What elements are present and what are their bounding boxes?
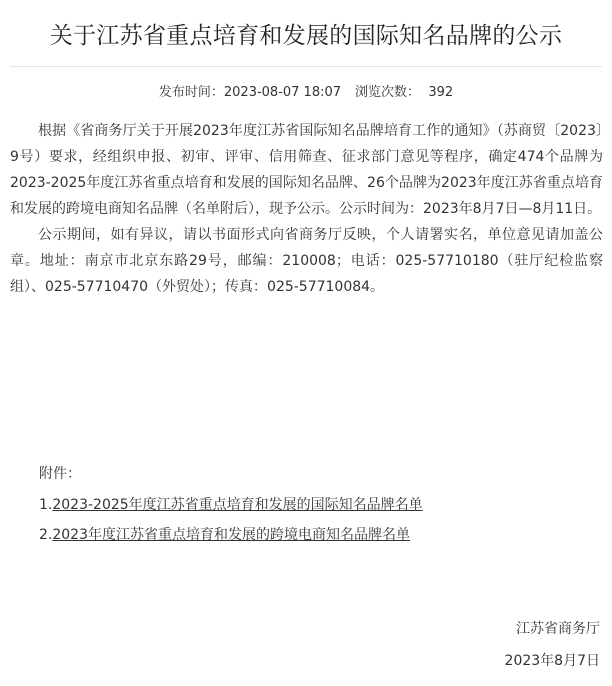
attachment-index: 2.	[39, 527, 53, 543]
attachment-item	[39, 522, 410, 548]
article-body	[10, 118, 603, 300]
publish-label: 发布时间：	[158, 85, 224, 100]
paragraph-announcement: 根据《省商务厅关于开展2023年度江苏省国际知名品牌培育工作的通知》（苏商贸〔2023〕9号）要求，经组织申报、初审、评审、信用筛查、征求部门意见等程序，确定474个品牌为2023-2025年度江苏省重点培育和发展的国际知名品牌、26个品牌为2023年度江苏省重点培育和发展的跨境电商知名品牌（名单附后），现予公示。公示时间为：2023年8月7日—8月11日。	[10, 123, 603, 217]
attachment-index: 1.	[39, 497, 53, 513]
publish-time: 2023-08-07 18:07	[223, 85, 342, 100]
attachments-label: 附件：	[39, 466, 81, 482]
title-divider	[10, 66, 602, 67]
article-meta	[0, 83, 612, 103]
signature-org: 江苏省商务厅	[516, 621, 600, 637]
paragraph-objection: 公示期间，如有异议，请以书面形式向省商务厅反映，个人请署实名，单位意见请加盖公章。地址：南京市北京东路29号，邮编：210008；电话：025-57710180（驻厅纪检监察组）、025-57710470（外贸处）；传真：025-57710084。	[10, 227, 603, 295]
signature-date: 2023年8月7日	[504, 653, 600, 669]
attachment-link-international-brands[interactable]: 2023-2025年度江苏省重点培育和发展的国际知名品牌名单	[52, 497, 423, 513]
page-title: 关于江苏省重点培育和发展的国际知名品牌的公示	[49, 23, 563, 49]
views-count: 392	[428, 85, 454, 100]
views-label: 浏览次数：	[355, 85, 421, 100]
attachment-link-cross-border-brands[interactable]: 2023年度江苏省重点培育和发展的跨境电商知名品牌名单	[52, 527, 410, 543]
attachment-item	[39, 492, 423, 518]
